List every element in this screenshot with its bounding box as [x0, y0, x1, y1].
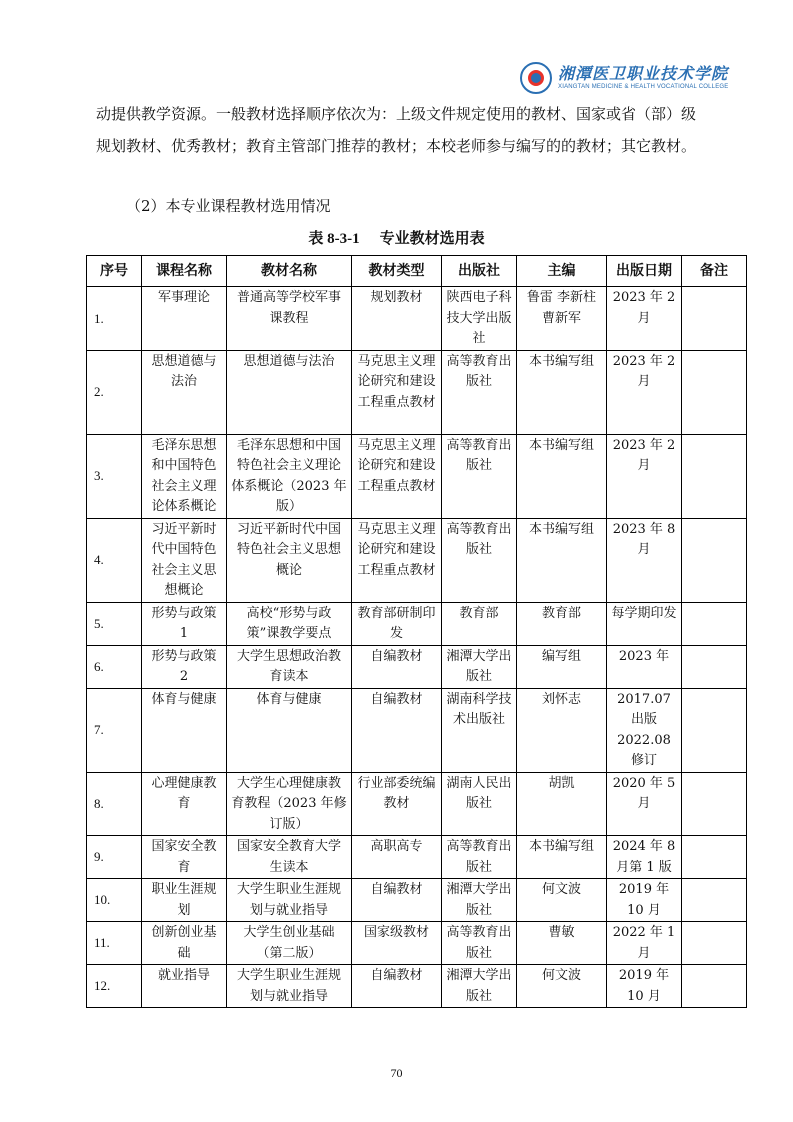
table-cell: 本书编写组	[517, 518, 607, 602]
table-cell: 8.	[87, 772, 142, 836]
table-row	[87, 879, 747, 922]
table-cell: 高等教育出版社	[442, 350, 517, 434]
table-cell	[682, 645, 747, 688]
table-cell: 2017.07 出版 2022.08 修订	[607, 688, 682, 772]
page-number: 70	[390, 1066, 403, 1080]
textbook-table	[86, 255, 747, 1008]
school-name-en: XIANGTAN MEDICINE & HEALTH VOCATIONAL COLLEGE	[558, 84, 729, 90]
table-cell: 1.	[87, 287, 142, 351]
table-cell	[682, 836, 747, 879]
table-cell: 大学生创业基础（第二版）	[227, 922, 352, 965]
table-cell: 马克思主义理论研究和建设工程重点教材	[352, 518, 442, 602]
header-cell: 出版日期	[607, 256, 682, 287]
table-cell: 大学生心理健康教育教程（2023 年修订版）	[227, 772, 352, 836]
table-cell: 编写组	[517, 645, 607, 688]
table-cell: 普通高等学校军事课教程	[227, 287, 352, 351]
table-cell: 6.	[87, 645, 142, 688]
header-cell: 序号	[87, 256, 142, 287]
table-cell	[682, 688, 747, 772]
table-cell	[682, 602, 747, 645]
table-cell: 形势与政策 1	[142, 602, 227, 645]
table-cell: 湘潭大学出版社	[442, 645, 517, 688]
table-cell: 习近平新时代中国特色社会主义思想概论	[227, 518, 352, 602]
table-cell: 思想道德与法治	[227, 350, 352, 434]
table-cell: 职业生涯规划	[142, 879, 227, 922]
table-cell: 10.	[87, 879, 142, 922]
table-cell: 自编教材	[352, 645, 442, 688]
table-cell: 何文波	[517, 965, 607, 1008]
table-row	[87, 772, 747, 836]
table-cell: 湘潭大学出版社	[442, 965, 517, 1008]
table-row	[87, 602, 747, 645]
table-cell	[682, 879, 747, 922]
table-caption	[0, 228, 793, 249]
table-cell: 创新创业基础	[142, 922, 227, 965]
table-cell	[682, 287, 747, 351]
table-cell: 本书编写组	[517, 434, 607, 518]
table-row	[87, 688, 747, 772]
table-cell: 就业指导	[142, 965, 227, 1008]
table-cell: 湘潭大学出版社	[442, 879, 517, 922]
table-header-row	[87, 256, 747, 287]
table-row	[87, 350, 747, 434]
table-cell: 自编教材	[352, 688, 442, 772]
table-cell: 曹敏	[517, 922, 607, 965]
table-cell: 习近平新时代中国特色社会主义思想概论	[142, 518, 227, 602]
table-cell: 12.	[87, 965, 142, 1008]
table-cell: 规划教材	[352, 287, 442, 351]
table-cell: 自编教材	[352, 965, 442, 1008]
table-cell	[682, 772, 747, 836]
table-cell: 大学生思想政治教育读本	[227, 645, 352, 688]
table-cell: 思想道德与法治	[142, 350, 227, 434]
school-name-cn: 湘潭医卫职业技术学院	[558, 64, 729, 83]
table-cell: 毛泽东思想和中国特色社会主义理论体系概论（2023 年版）	[227, 434, 352, 518]
table-cell: 行业部委统编教材	[352, 772, 442, 836]
table-cell: 2019 年 10 月	[607, 879, 682, 922]
table-cell	[682, 965, 747, 1008]
table-cell: 鲁雷 李新柱曹新军	[517, 287, 607, 351]
table-cell: 马克思主义理论研究和建设工程重点教材	[352, 350, 442, 434]
table-cell: 高校“形势与政策”课教学要点	[227, 602, 352, 645]
table-cell: 11.	[87, 922, 142, 965]
school-emblem-icon	[520, 62, 552, 94]
table-cell: 2023 年	[607, 645, 682, 688]
table-cell: 大学生职业生涯规划与就业指导	[227, 965, 352, 1008]
table-cell: 2022 年 1 月	[607, 922, 682, 965]
table-row	[87, 645, 747, 688]
table-cell: 高等教育出版社	[442, 836, 517, 879]
table-cell: 何文波	[517, 879, 607, 922]
table-cell: 2023 年 2 月	[607, 434, 682, 518]
table-cell: 形势与政策 2	[142, 645, 227, 688]
table-cell: 教育部	[442, 602, 517, 645]
table-cell: 毛泽东思想和中国特色社会主义理论体系概论	[142, 434, 227, 518]
table-cell: 2.	[87, 350, 142, 434]
table-row	[87, 434, 747, 518]
table-cell: 体育与健康	[227, 688, 352, 772]
table-cell: 教育部	[517, 602, 607, 645]
table-cell: 3.	[87, 434, 142, 518]
table-cell: 自编教材	[352, 879, 442, 922]
table-cell: 2019 年 10 月	[607, 965, 682, 1008]
header-cell: 出版社	[442, 256, 517, 287]
table-cell: 高等教育出版社	[442, 518, 517, 602]
table-cell: 2023 年 2 月	[607, 350, 682, 434]
table-cell: 2024 年 8 月第 1 版	[607, 836, 682, 879]
table-row	[87, 922, 747, 965]
table-cell: 本书编写组	[517, 350, 607, 434]
table-cell: 大学生职业生涯规划与就业指导	[227, 879, 352, 922]
table-cell	[682, 922, 747, 965]
table-cell: 国家安全教育	[142, 836, 227, 879]
table-cell	[682, 350, 747, 434]
table-cell	[682, 518, 747, 602]
table-cell: 国家级教材	[352, 922, 442, 965]
table-row	[87, 965, 747, 1008]
table-cell: 陕西电子科技大学出版社	[442, 287, 517, 351]
table-cell: 马克思主义理论研究和建设工程重点教材	[352, 434, 442, 518]
header-cell: 主编	[517, 256, 607, 287]
table-cell	[682, 434, 747, 518]
section-heading: （2）本专业课程教材选用情况	[126, 197, 331, 215]
header-cell: 教材名称	[227, 256, 352, 287]
table-cell: 高等教育出版社	[442, 922, 517, 965]
table-cell: 刘怀志	[517, 688, 607, 772]
table-cell: 2020 年 5 月	[607, 772, 682, 836]
table-cell: 湖南人民出版社	[442, 772, 517, 836]
table-cell: 9.	[87, 836, 142, 879]
table-cell: 2023 年 2 月	[607, 287, 682, 351]
table-cell: 5.	[87, 602, 142, 645]
table-cell: 体育与健康	[142, 688, 227, 772]
table-cell: 高等教育出版社	[442, 434, 517, 518]
table-cell: 湖南科学技术出版社	[442, 688, 517, 772]
table-row	[87, 836, 747, 879]
table-cell: 7.	[87, 688, 142, 772]
table-caption-title: 专业教材选用表	[379, 229, 485, 247]
school-logo	[520, 60, 760, 96]
table-cell: 本书编写组	[517, 836, 607, 879]
table-cell: 国家安全教育大学生读本	[227, 836, 352, 879]
table-cell: 军事理论	[142, 287, 227, 351]
table-cell: 胡凯	[517, 772, 607, 836]
table-cell: 心理健康教育	[142, 772, 227, 836]
table-row	[87, 518, 747, 602]
table-cell: 教育部研制印发	[352, 602, 442, 645]
header-cell: 课程名称	[142, 256, 227, 287]
table-cell: 每学期印发	[607, 602, 682, 645]
table-cell: 4.	[87, 518, 142, 602]
body-paragraph: 动提供教学资源。一般教材选择顺序依次为：上级文件规定使用的教材、国家或省（部）级规划教材、优秀教材；教育主管部门推荐的教材；本校老师参与编写的的教材；其它教材。	[96, 105, 697, 155]
table-cell: 高职高专	[352, 836, 442, 879]
table-caption-number: 表 8-3-1	[308, 231, 360, 247]
table-row	[87, 287, 747, 351]
table-cell: 2023 年 8 月	[607, 518, 682, 602]
header-cell: 教材类型	[352, 256, 442, 287]
header-cell: 备注	[682, 256, 747, 287]
